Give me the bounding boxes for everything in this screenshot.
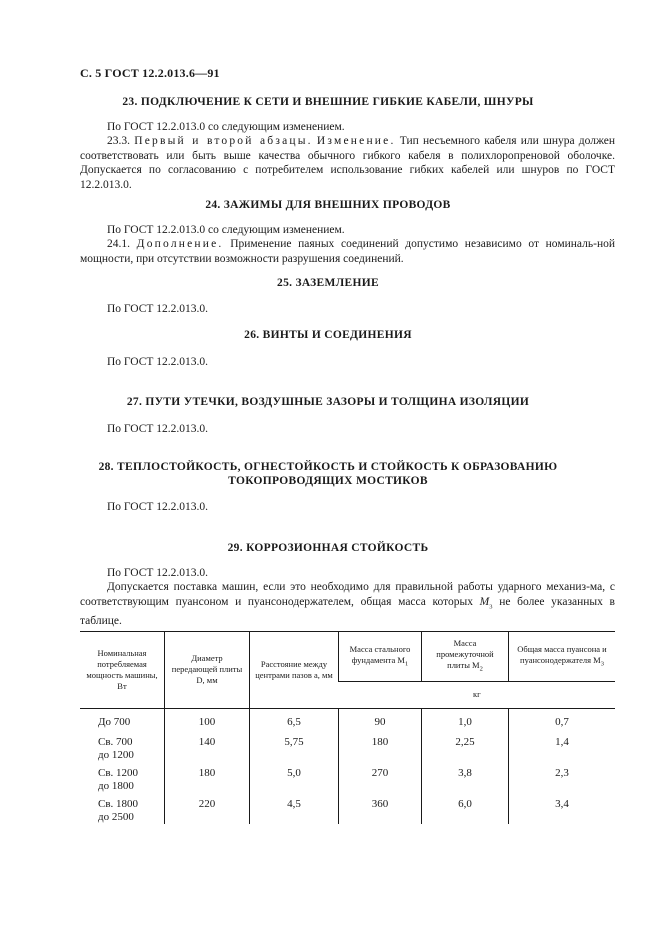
cell-mass-foundation: 90	[339, 708, 422, 736]
section-24-paragraph-2	[80, 237, 615, 266]
clause-text: Тип несъемного кабеля или шнура должен соответствовать или быть выше качества обычного гибкого кабеля в полихлоропреновой оболочке. Допускается по согласованию с потребителем использование гибких кабелей или шнуров по ГОСТ 12.2.013.0.	[80, 135, 615, 191]
cell-power: Св. 1800 до 2500	[98, 797, 139, 823]
table-row	[80, 767, 615, 798]
section-28-title-line-1: 28. ТЕПЛОСТОЙКОСТЬ, ОГНЕСТОЙКОСТЬ И СТОЙКОСТЬ К ОБРАЗОВАНИЮ	[98, 461, 558, 473]
cell-diameter: 180	[165, 767, 250, 798]
cell-mass-foundation: 180	[339, 736, 422, 767]
cell-diameter: 220	[165, 798, 250, 824]
clause-text: Применение паяных соединений допустимо независимо от номиналь-ной мощности, при отсутствии возможности разрушения соединений.	[80, 238, 616, 265]
cell-mass-plate: 6,0	[422, 798, 509, 824]
section-28-title	[78, 460, 578, 488]
paragraph-text-b: не более указанных в таблице.	[80, 595, 615, 628]
section-23-paragraph-1: По ГОСТ 12.2.013.0 со следующим изменением.	[107, 121, 345, 133]
clause-spaced-label: Первый и второй абзацы.	[134, 135, 313, 147]
header-mass-punch: Общая масса пуансона и пуансонодержателя $M_3$	[509, 632, 616, 682]
cell-mass-punch: 2,3	[509, 767, 616, 798]
cell-mass-punch: 3,4	[509, 798, 616, 824]
section-23-paragraph-2	[80, 134, 615, 192]
cell-diameter: 140	[165, 736, 250, 767]
page-header: С. 5 ГОСТ 12.2.013.6—91	[80, 66, 220, 80]
cell-power: Св. 1200 до 1800	[98, 766, 139, 792]
cell-mass-punch: 0,7	[509, 708, 616, 736]
table-header-row	[80, 632, 615, 682]
section-27-paragraph: По ГОСТ 12.2.013.0.	[107, 423, 209, 435]
header-mass-foundation: Масса стального фундамента $M_1$	[339, 632, 422, 682]
cell-power: До 700	[98, 715, 131, 728]
clause-spaced-change: Изменение.	[316, 135, 396, 147]
cell-mass-plate: 3,8	[422, 767, 509, 798]
section-24-paragraph-1: По ГОСТ 12.2.013.0 со следующим изменением.	[107, 224, 345, 236]
paragraph-text-a: Допускается поставка машин, если это необходимо для правильной работы ударного механиз-ма, с соответствующим пуансоном и пуансонодержателем, общая масса которых	[80, 581, 615, 608]
header-unit-kg: кг	[339, 681, 616, 708]
cell-distance: 5,0	[250, 767, 339, 798]
section-27-title: 27. ПУТИ УТЕЧКИ, ВОЗДУШНЫЕ ЗАЗОРЫ И ТОЛЩИНА ИЗОЛЯЦИИ	[126, 396, 530, 408]
section-24-title: 24. ЗАЖИМЫ ДЛЯ ВНЕШНИХ ПРОВОДОВ	[205, 199, 451, 211]
cell-distance: 4,5	[250, 798, 339, 824]
section-29-paragraph-2	[80, 580, 615, 629]
section-26-title: 26. ВИНТЫ И СОЕДИНЕНИЯ	[244, 329, 412, 341]
cell-distance: 6,5	[250, 708, 339, 736]
header-distance: Расстояние между центрами пазов a, мм	[250, 632, 339, 709]
section-28-title-line-2: ТОКОПРОВОДЯЩИХ МОСТИКОВ	[228, 475, 428, 487]
header-power: Номинальная потребляемая мощность машины, Вт	[80, 632, 165, 709]
section-28-paragraph: По ГОСТ 12.2.013.0.	[107, 501, 209, 513]
clause-number: 23.3.	[107, 135, 130, 147]
section-29-paragraph-1: По ГОСТ 12.2.013.0.	[107, 567, 209, 579]
cell-mass-foundation: 270	[339, 767, 422, 798]
table-row	[80, 736, 615, 767]
section-25-paragraph: По ГОСТ 12.2.013.0.	[107, 303, 209, 315]
cell-power: Св. 700 до 1200	[98, 735, 134, 761]
cell-mass-punch: 1,4	[509, 736, 616, 767]
section-23-title: 23. ПОДКЛЮЧЕНИЕ К СЕТИ И ВНЕШНИЕ ГИБКИЕ КАБЕЛИ, ШНУРЫ	[122, 96, 534, 108]
cell-distance: 5,75	[250, 736, 339, 767]
header-diameter: Диаметр передающей плиты D, мм	[165, 632, 250, 709]
cell-mass-plate: 2,25	[422, 736, 509, 767]
clause-spaced-label: Дополнение.	[136, 238, 224, 250]
header-mass-plate: Масса промежуточной плиты $M_2$	[422, 632, 509, 682]
section-25-title: 25. ЗАЗЕМЛЕНИЕ	[277, 277, 379, 289]
table-row	[80, 798, 615, 824]
cell-mass-foundation: 360	[339, 798, 422, 824]
mass-variable: M	[479, 595, 490, 608]
cell-diameter: 100	[165, 708, 250, 736]
clause-number: 24.1.	[107, 238, 130, 250]
machine-parameters-table	[80, 631, 615, 824]
cell-mass-plate: 1,0	[422, 708, 509, 736]
table-row	[80, 708, 615, 736]
section-26-paragraph: По ГОСТ 12.2.013.0.	[107, 356, 209, 368]
section-29-title: 29. КОРРОЗИОННАЯ СТОЙКОСТЬ	[227, 542, 429, 554]
mass-subscript: 3	[489, 602, 493, 610]
